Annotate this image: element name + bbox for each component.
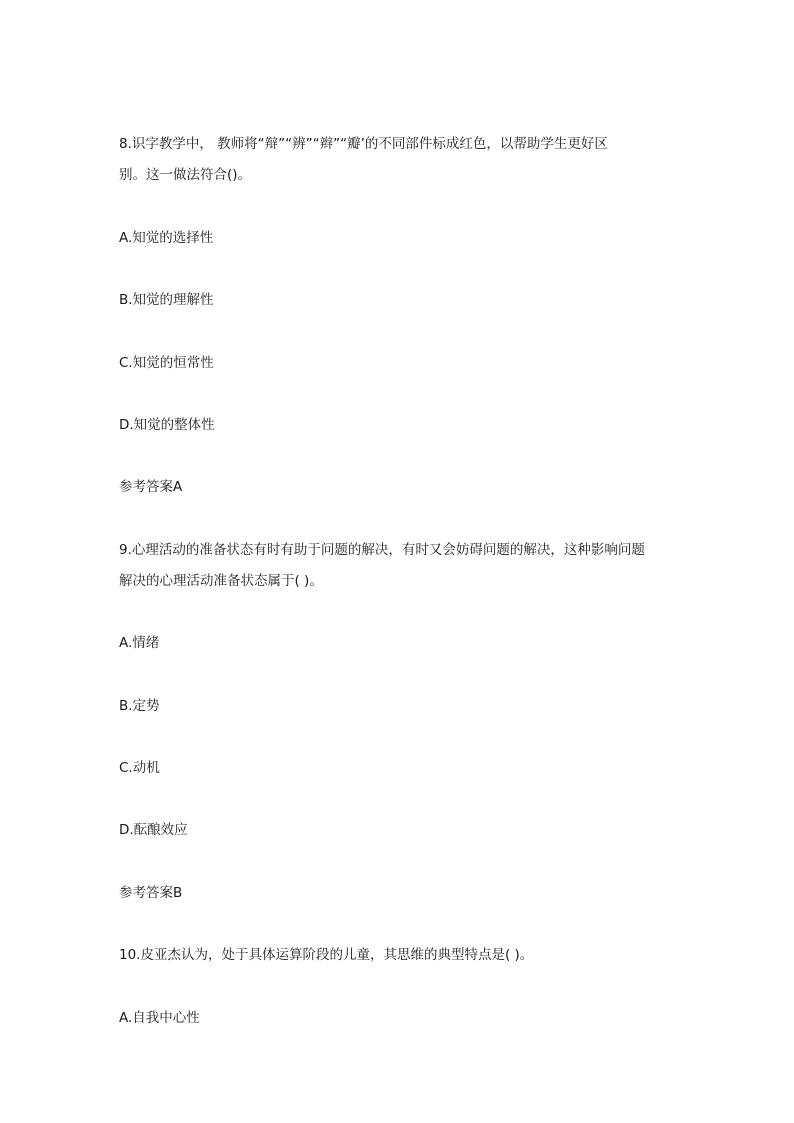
question-9-stem-line-1: 9.心理活动的准备状态有时有助于问题的解决，有时又会妨碍问题的解决，这种影响问题 (119, 542, 645, 558)
question-9-stem-line-2: 解决的心理活动准备状态属于( )。 (119, 573, 323, 589)
question-8-option-b: B.知觉的理解性 (119, 292, 214, 308)
question-9-option-a: A.情绪 (119, 635, 160, 651)
question-8-option-c: C.知觉的恒常性 (119, 355, 214, 371)
question-10-stem-line-1: 10.皮亚杰认为，处于具体运算阶段的儿童，其思维的典型特点是( )。 (119, 947, 534, 963)
question-9-option-b: B.定势 (119, 698, 160, 714)
question-8-stem-line-1: 8.识字教学中， 教师将“辩”“辨”“辫”“瓣’的不同部件标成红色，以帮助学生更好区 (119, 136, 608, 152)
question-8-stem-line-2: 别。这一做法符合()。 (119, 167, 252, 183)
question-9-option-c: C.动机 (119, 760, 160, 776)
question-9-option-d: D.酝酿效应 (119, 822, 188, 838)
question-10-option-a: A.自我中心性 (119, 1010, 200, 1026)
question-8-option-a: A.知觉的选择性 (119, 230, 214, 246)
question-8-answer: 参考答案A (119, 479, 183, 495)
question-9-answer: 参考答案B (119, 885, 183, 901)
question-8-option-d: D.知觉的整体性 (119, 417, 215, 433)
